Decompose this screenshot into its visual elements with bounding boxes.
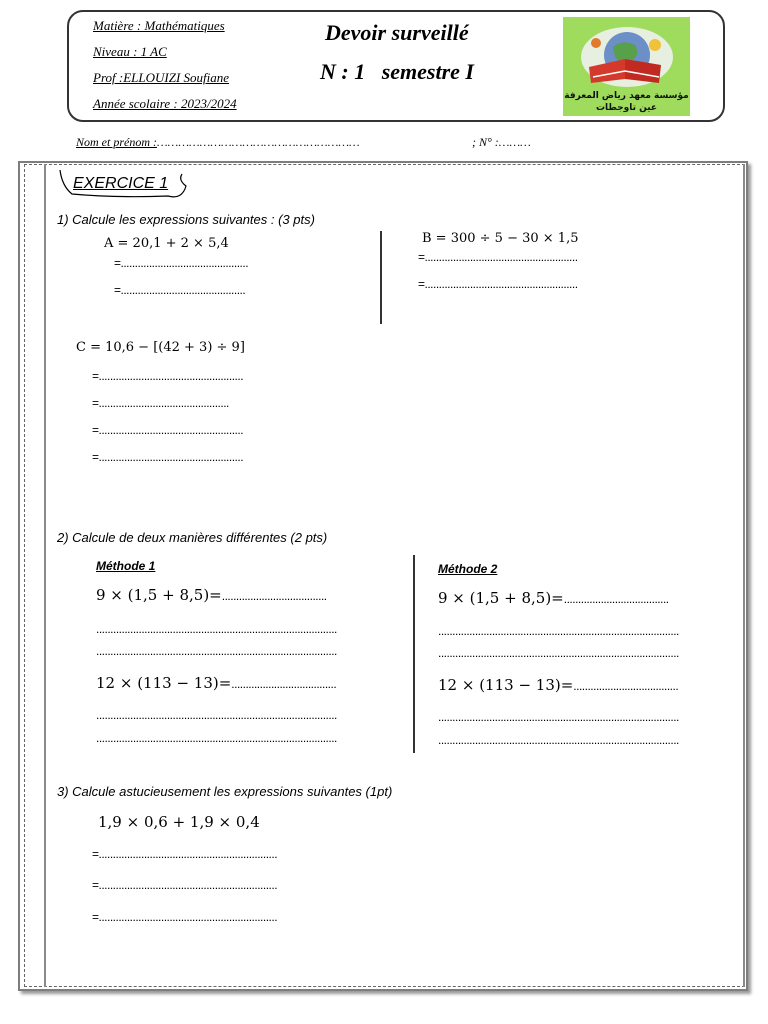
page-title: Devoir surveillé bbox=[325, 20, 469, 45]
method-1-answer-1[interactable]: ..................................... bbox=[221, 589, 327, 603]
name-field[interactable]: ………………………………………………… bbox=[157, 135, 360, 149]
method-1-expression-1: 9 × (1,5 + 8,5)=..................................... bbox=[96, 586, 327, 604]
method-2-line-3[interactable]: ..................................................................................... bbox=[438, 710, 679, 724]
answer-line-c-2[interactable]: =.............................................. bbox=[92, 396, 229, 410]
question-2-prompt: 2) Calcule de deux manières différentes (2 pts) bbox=[57, 530, 328, 545]
method-2-answer-2[interactable]: ..................................... bbox=[573, 679, 679, 693]
answer-line-a-2[interactable]: =............................................ bbox=[114, 283, 246, 297]
answer-line-q3-1[interactable]: =............................................................... bbox=[92, 847, 278, 861]
subject-label: Matière : Mathématiques bbox=[93, 18, 225, 33]
answer-line-b-1[interactable]: =...................................................... bbox=[418, 250, 578, 264]
answer-line-b-2[interactable]: =...................................................... bbox=[418, 277, 578, 291]
method-2-label: Méthode 2 bbox=[438, 562, 498, 576]
method-2-expression-2: 12 × (113 − 13)=..................................... bbox=[438, 676, 679, 694]
answer-line-c-4[interactable]: =................................................... bbox=[92, 450, 244, 464]
method-1-line-2[interactable]: ..................................................................................... bbox=[96, 644, 337, 658]
school-logo: مؤسسة معهد رياض المعرفة عين تاوجطات bbox=[563, 17, 690, 116]
globe-book-icon bbox=[563, 17, 690, 116]
question-1-prompt: 1) Calcule les expressions suivantes : (3 pts) bbox=[57, 212, 315, 227]
method-1-label: Méthode 1 bbox=[96, 559, 156, 573]
method-2-answer-1[interactable]: ..................................... bbox=[563, 592, 669, 606]
method-1-answer-2[interactable]: ..................................... bbox=[231, 677, 337, 691]
answer-line-q3-3[interactable]: =............................................................... bbox=[92, 910, 278, 924]
method-2-line-2[interactable]: ..................................................................................... bbox=[438, 646, 679, 660]
column-divider bbox=[380, 231, 382, 324]
teacher-label: Prof :ELLOUIZI Soufiane bbox=[93, 70, 230, 85]
answer-line-a-1[interactable]: =............................................. bbox=[114, 256, 249, 270]
method-1-expression-2: 12 × (113 − 13)=..................................... bbox=[96, 674, 337, 692]
level-label: Niveau : 1 AC bbox=[93, 44, 167, 59]
expression-q3: 1,9 × 0,6 + 1,9 × 0,4 bbox=[98, 813, 260, 831]
method-2-line-4[interactable]: ..................................................................................... bbox=[438, 733, 679, 747]
expression-c: C = 10,6 − [(42 + 3) ÷ 9] bbox=[76, 340, 245, 355]
answer-line-q3-2[interactable]: =............................................................... bbox=[92, 878, 278, 892]
method-1-line-3[interactable]: ..................................................................................... bbox=[96, 708, 337, 722]
method-1-line-1[interactable]: ..................................................................................... bbox=[96, 622, 337, 636]
answer-line-c-1[interactable]: =................................................... bbox=[92, 369, 244, 383]
answer-line-c-3[interactable]: =................................................... bbox=[92, 423, 244, 437]
method-1-line-4[interactable]: ..................................................................................... bbox=[96, 731, 337, 745]
school-year-label: Année scolaire : 2023/2024 bbox=[93, 96, 237, 111]
exercise-title: EXERCICE 1 bbox=[73, 175, 169, 192]
method-2-expression-1: 9 × (1,5 + 8,5)=..................................... bbox=[438, 589, 669, 607]
expression-a: A = 20,1 + 2 × 5,4 bbox=[104, 236, 229, 251]
question-3-prompt: 3) Calcule astucieusement les expressions suivantes (1pt) bbox=[57, 784, 393, 799]
method-2-line-1[interactable]: ..................................................................................... bbox=[438, 624, 679, 638]
student-name-row bbox=[76, 135, 360, 150]
expression-b: B = 300 ÷ 5 − 30 × 1,5 bbox=[422, 231, 579, 246]
name-label: Nom et prénom : bbox=[76, 135, 157, 149]
student-number-field[interactable]: ; N° :……… bbox=[472, 135, 531, 149]
method-divider bbox=[413, 555, 415, 753]
exam-number: N : 1 semestre I bbox=[320, 59, 474, 84]
